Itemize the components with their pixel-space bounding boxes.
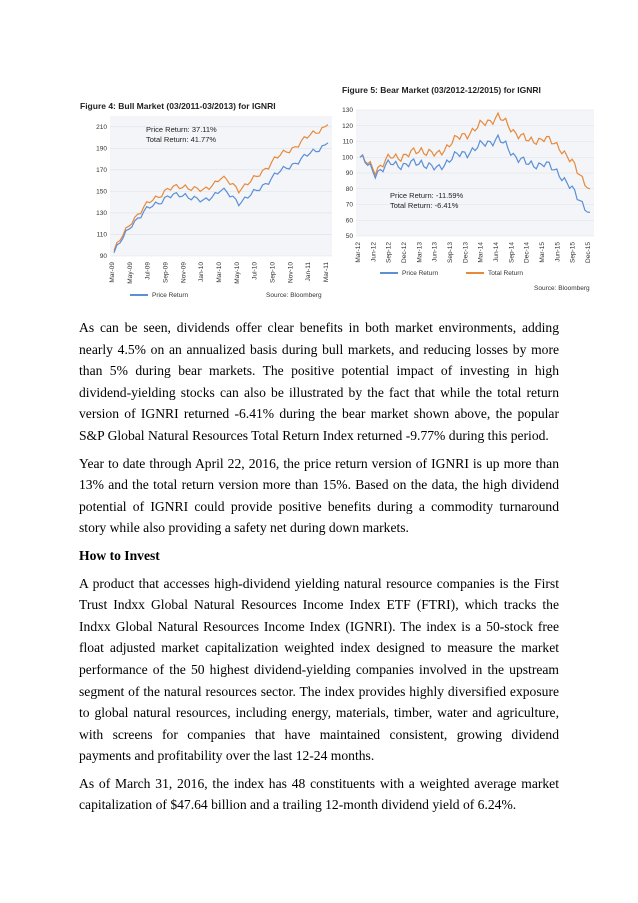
y-tick-label: 190 bbox=[96, 145, 107, 153]
x-tick-label: Sep-10 bbox=[269, 262, 277, 283]
section-heading-how-to-invest: How to Invest bbox=[79, 547, 160, 563]
legend-price-return: Price Return bbox=[152, 292, 189, 299]
y-tick-label: 50 bbox=[345, 233, 353, 241]
paragraph-ytd-performance: Year to date through April 22, 2016, the price return version of IGNRI is up more than 13% and the total return version more than 15%. Based on the data, the high dividend potential of IGNRI could provide positive benefits during a commodity turnaround story while also providing a safety net during down markets. bbox=[79, 455, 559, 536]
x-tick-label: Mar-13 bbox=[416, 242, 424, 263]
x-tick-label: May-10 bbox=[233, 262, 241, 284]
x-tick-label: Sep-12 bbox=[385, 242, 393, 263]
price-return-annotation: Price Return: 37.11% bbox=[146, 125, 217, 134]
legend-price-return: Price Return bbox=[402, 270, 439, 277]
paragraph-index-constituents: As of March 31, 2016, the index has 48 constituents with a weighted average market capitalization of $47.64 billion and a trailing 12-month dividend yield of 6.24%. bbox=[79, 775, 559, 813]
y-tick-label: 130 bbox=[342, 107, 353, 115]
y-tick-label: 170 bbox=[96, 167, 107, 175]
figure-4 bbox=[76, 98, 338, 303]
chart-source: Source: Bloomberg bbox=[534, 285, 590, 292]
x-tick-label: Mar-15 bbox=[539, 242, 546, 263]
legend-total-return: Total Return bbox=[488, 270, 524, 277]
x-tick-label: Jun-15 bbox=[554, 242, 562, 262]
x-tick-label: Dec-13 bbox=[462, 242, 470, 263]
y-tick-label: 210 bbox=[96, 123, 107, 131]
x-tick-label: Mar-10 bbox=[216, 262, 223, 283]
x-tick-label: Sep-14 bbox=[508, 242, 516, 263]
y-tick-label: 150 bbox=[96, 188, 107, 196]
y-tick-label: 70 bbox=[345, 201, 353, 209]
x-tick-label: Sep-13 bbox=[447, 242, 454, 263]
y-tick-label: 110 bbox=[342, 138, 353, 146]
price-return-annotation: Price Return: -11.59% bbox=[390, 191, 464, 200]
figure-5 bbox=[338, 82, 600, 297]
x-tick-label: Dec-14 bbox=[523, 242, 531, 263]
paragraph-dividend-benefits: As can be seen, dividends offer clear benefits in both market environments, adding nearly 4.5% on an annualized basis during bull markets, and reducing losses by more than 5% during bear markets. The positive potential impact of investing in high dividend-yielding stocks can also be illustrated by the fact that while the total return version of IGNRI returned -6.41% during the bear market shown above, the popular S&P Global Natural Resources Total Return Index returned -9.77% during this period. bbox=[79, 320, 559, 443]
paragraph-ftri-description: A product that accesses high-dividend yielding natural resource companies is the First Trust Indxx Global Natural Resources Income Index ETF (FTRI), which tracks the Indxx Global Natural Resources Income Index (IGNRI). The index is a 50-stock free float adjusted market capitalization weighted index designed to measure the market performance of the 50 highest dividend-yielding companies involved in the upstream segment of the natural resources sector. The index provides highly diversified exposure to global natural resources, including energy, materials, timber, water and agriculture, with screens for companies that have maintained consistent, growing dividend payments and profitability over the last 12-24 months. bbox=[79, 575, 559, 764]
x-tick-label: May-09 bbox=[126, 262, 134, 284]
y-tick-label: 130 bbox=[96, 210, 107, 218]
bull-market-chart bbox=[76, 98, 338, 303]
y-tick-label: 80 bbox=[345, 185, 353, 193]
x-tick-label: Sep-15 bbox=[569, 242, 577, 263]
x-tick-label: Jun-13 bbox=[431, 242, 439, 262]
article-body bbox=[79, 317, 559, 822]
x-tick-label: Mar-09 bbox=[109, 262, 116, 283]
y-tick-label: 90 bbox=[99, 253, 107, 261]
y-tick-label: 60 bbox=[345, 217, 353, 225]
x-tick-label: Mar-11 bbox=[323, 262, 330, 283]
y-tick-label: 110 bbox=[96, 231, 107, 239]
x-tick-label: Dec-15 bbox=[585, 242, 592, 263]
x-tick-label: Jan-11 bbox=[305, 262, 313, 282]
y-tick-label: 100 bbox=[342, 154, 353, 162]
x-tick-label: Jun-14 bbox=[493, 242, 500, 262]
chart-source: Source: Bloomberg bbox=[266, 292, 322, 299]
x-tick-label: Jan-10 bbox=[198, 262, 206, 282]
x-tick-label: Jun-12 bbox=[370, 242, 378, 262]
x-tick-label: Nov-10 bbox=[287, 262, 295, 283]
x-tick-label: Jul-09 bbox=[144, 262, 152, 280]
x-tick-label: Sep-09 bbox=[162, 262, 170, 283]
x-tick-label: Dec-12 bbox=[401, 242, 408, 263]
y-tick-label: 90 bbox=[345, 170, 353, 178]
total-return-annotation: Total Return: -6.41% bbox=[390, 201, 459, 210]
x-tick-label: Nov-09 bbox=[180, 262, 188, 283]
x-tick-label: Jul-10 bbox=[251, 262, 259, 280]
chart-title: Figure 5: Bear Market (03/2012-12/2015) for IGNRI bbox=[342, 85, 541, 95]
bear-market-chart bbox=[338, 82, 600, 297]
y-tick-label: 120 bbox=[342, 122, 353, 130]
x-tick-label: Mar-12 bbox=[355, 242, 362, 263]
chart-title: Figure 4: Bull Market (03/2011-03/2013) for IGNRI bbox=[80, 101, 276, 111]
total-return-annotation: Total Return: 41.77% bbox=[146, 135, 217, 144]
x-tick-label: Mar-14 bbox=[477, 242, 485, 263]
